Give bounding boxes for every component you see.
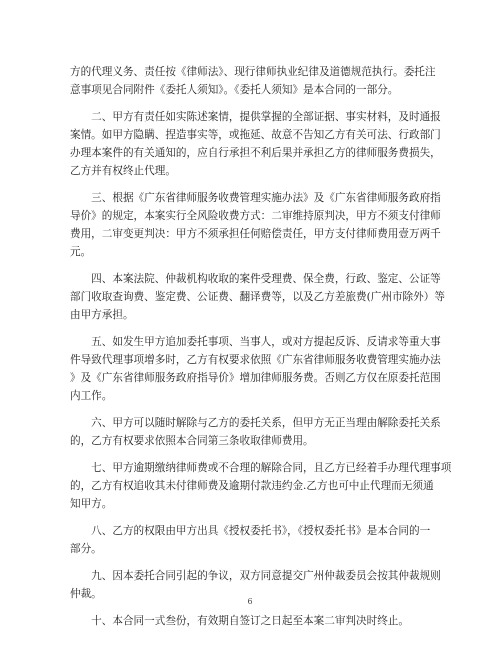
paragraph: [70, 333, 441, 405]
page-number: 6: [247, 597, 253, 606]
text-line: 》及《广东省律师服务政府指导价》增加律师服务费。否则乙方仅在原委托范围: [70, 372, 441, 384]
paragraph: [70, 108, 441, 180]
paragraph: [70, 612, 430, 630]
text-line: 的，乙方有权追收其未付律师费及逾期付款违约金.乙方也可中止代理而无须通: [70, 480, 434, 492]
text-line: 六、甲方可以随时解除与乙方的委托关系，但甲方无正当理由解除委托关系: [70, 417, 441, 429]
paragraph: [70, 522, 430, 558]
text-line: 仲裁。: [70, 588, 102, 600]
paragraph: [70, 414, 441, 450]
text-line: 导价》的规定，本案实行全风险收费方式：二审维持原判决，甲方不须支付律师: [70, 210, 441, 222]
text-line: 方的代理义务、责任按《律师法》、现行律师执业纪律及道德规范执行。委托注: [70, 66, 436, 78]
paragraph: [70, 189, 441, 261]
text-line: 部门收取查询费、鉴定费、公证费、翻译费等，以及乙方差旅费(广州市除外）等: [70, 291, 445, 303]
document-body: [70, 63, 452, 639]
text-line: 元。: [70, 246, 92, 258]
text-line: 九、因本委托合同引起的争议，双方同意提交广州仲裁委员会按其仲裁规则: [70, 570, 441, 582]
paragraph: [70, 270, 445, 324]
text-line: 内工作。: [70, 390, 113, 402]
text-line: 四、本案法院、仲裁机构收取的案件受理费、保全费，行政、鉴定、公证等: [70, 273, 441, 285]
text-line: 八、乙方的权限由甲方出具《授权委托书》，《授权委托书》是本合同的一: [70, 525, 431, 537]
text-line: 意事项见合同附件《委托人须知》。《委托人须知》是本合同的一部分。: [70, 84, 399, 96]
text-line: 知甲方。: [70, 498, 113, 510]
paragraph: [70, 63, 436, 99]
text-line: 五、如发生甲方追加委托事项、当事人，或对方提起反诉、反请求等重大事: [70, 336, 441, 348]
text-line: 件导致代理事项增多时，乙方有权要求依照《广东省律师服务收费管理实施办法: [70, 354, 441, 366]
text-line: 案情。如甲方隐瞒、捏造事实等，或拖延、故意不告知乙方有关可法、行政部门: [70, 129, 441, 141]
text-line: 费用，二审变更判决：甲方不须承担任何赔偿责任，甲方支付律师费用壹万两千: [70, 228, 441, 240]
text-line: 的，乙方有权要求依照本合同第三条收取律师费用。: [70, 435, 314, 447]
text-line: 办理本案件的有关通知的，应自行承担不利后果并承担乙方的律师服务费损失，: [70, 147, 441, 159]
text-line: 十、本合同一式叁份，有效期自签订之日起至本案二审判决时终止。: [70, 615, 409, 627]
text-line: 三、根据《广东省律师服务收费管理实施办法》及《广东省律师服务政府指: [70, 192, 441, 204]
text-line: 七、甲方逾期缴纳律师费或不合理的解除合同，且乙方已经着手办理代理事项: [70, 462, 452, 474]
text-line: 由甲方承担。: [70, 309, 134, 321]
text-line: 部分。: [70, 543, 102, 555]
text-line: 二、甲方有责任如实陈述案情，提供掌握的全部证据、事实材料，及时通报: [70, 111, 441, 123]
text-line: 乙方并有权终止代理。: [70, 165, 176, 177]
paragraph: [70, 459, 452, 513]
